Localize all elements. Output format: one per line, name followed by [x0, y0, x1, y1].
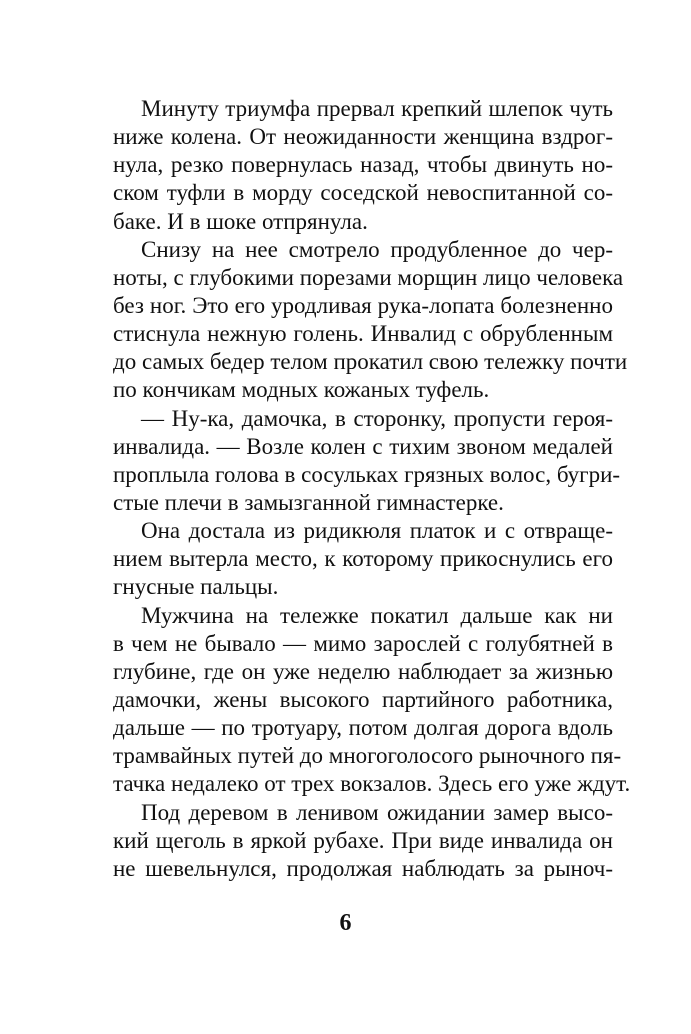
text-line: гнусные пальцы. [113, 574, 279, 600]
text-line: Мужчина на тележке покатил дальше как ни [141, 602, 613, 628]
text-line: до самых бедер телом прокатил свою тележку почти [113, 349, 628, 375]
text-line: баке. И в шоке отпрянула. [113, 208, 368, 234]
paragraph [113, 405, 621, 518]
page-number: 6 [339, 910, 352, 936]
text-line: Снизу на нее смотрело продубленное до чер- [141, 236, 613, 262]
text-line: ском туфли в морду соседской невоспитанной со- [113, 180, 613, 206]
text-line: стые плечи в замызганной гимнастерке. [113, 489, 504, 515]
text-line: не шевельнулся, продолжая наблюдать за рыноч- [113, 855, 613, 881]
paragraph [113, 602, 631, 799]
text-line: тачка недалеко от трех вокзалов. Здесь его уже ждут. [113, 771, 631, 797]
text-line: без ног. Это его уродливая рука-лопата болезненно [113, 292, 613, 318]
text-line: проплыла голова в сосульках грязных волос, бугри- [113, 461, 621, 487]
paragraph [113, 95, 613, 236]
text-line: Она достала из ридикюля платок и с отвраще- [141, 518, 613, 544]
text-line: нием вытерла место, к которому прикоснулись его [113, 546, 613, 572]
text-line: кий щеголь в яркой рубахе. При виде инвалида он [113, 827, 613, 853]
text-line: ноты, с глубокими порезами морщин лицо человека [113, 264, 624, 290]
paragraph [113, 517, 613, 601]
text-line: стиснула нежную голень. Инвалид с обрубленным [113, 321, 613, 347]
text-line: дальше — по тротуару, потом долгая дорога вдоль [113, 715, 613, 741]
text-line: — Ну-ка, дамочка, в сторонку, пропусти героя- [141, 405, 613, 431]
text-line: глубине, где он уже неделю наблюдает за жизнью [113, 658, 613, 684]
text-line: ниже колена. От неожиданности женщина вздрог- [113, 124, 613, 150]
text-line: Минуту триумфа прервал крепкий шлепок чуть [141, 96, 613, 121]
paragraph [113, 236, 628, 405]
text-line: в чем не бывало — мимо зарослей с голубятней в [113, 630, 613, 656]
text-line: трамвайных путей до многоголосого рыночного пя- [113, 743, 622, 769]
text-line: дамочки, жены высокого партийного работника, [113, 686, 613, 712]
text-line: по кончикам модных кожаных туфель. [113, 377, 490, 403]
paragraph [113, 799, 613, 883]
text-line: инвалида. — Возле колен с тихим звоном медалей [113, 433, 613, 459]
text-line: Под деревом в ленивом ожидании замер высо- [141, 799, 613, 825]
text-line: нула, резко повернулась назад, чтобы двинуть но- [113, 152, 613, 178]
page-body [113, 95, 631, 883]
